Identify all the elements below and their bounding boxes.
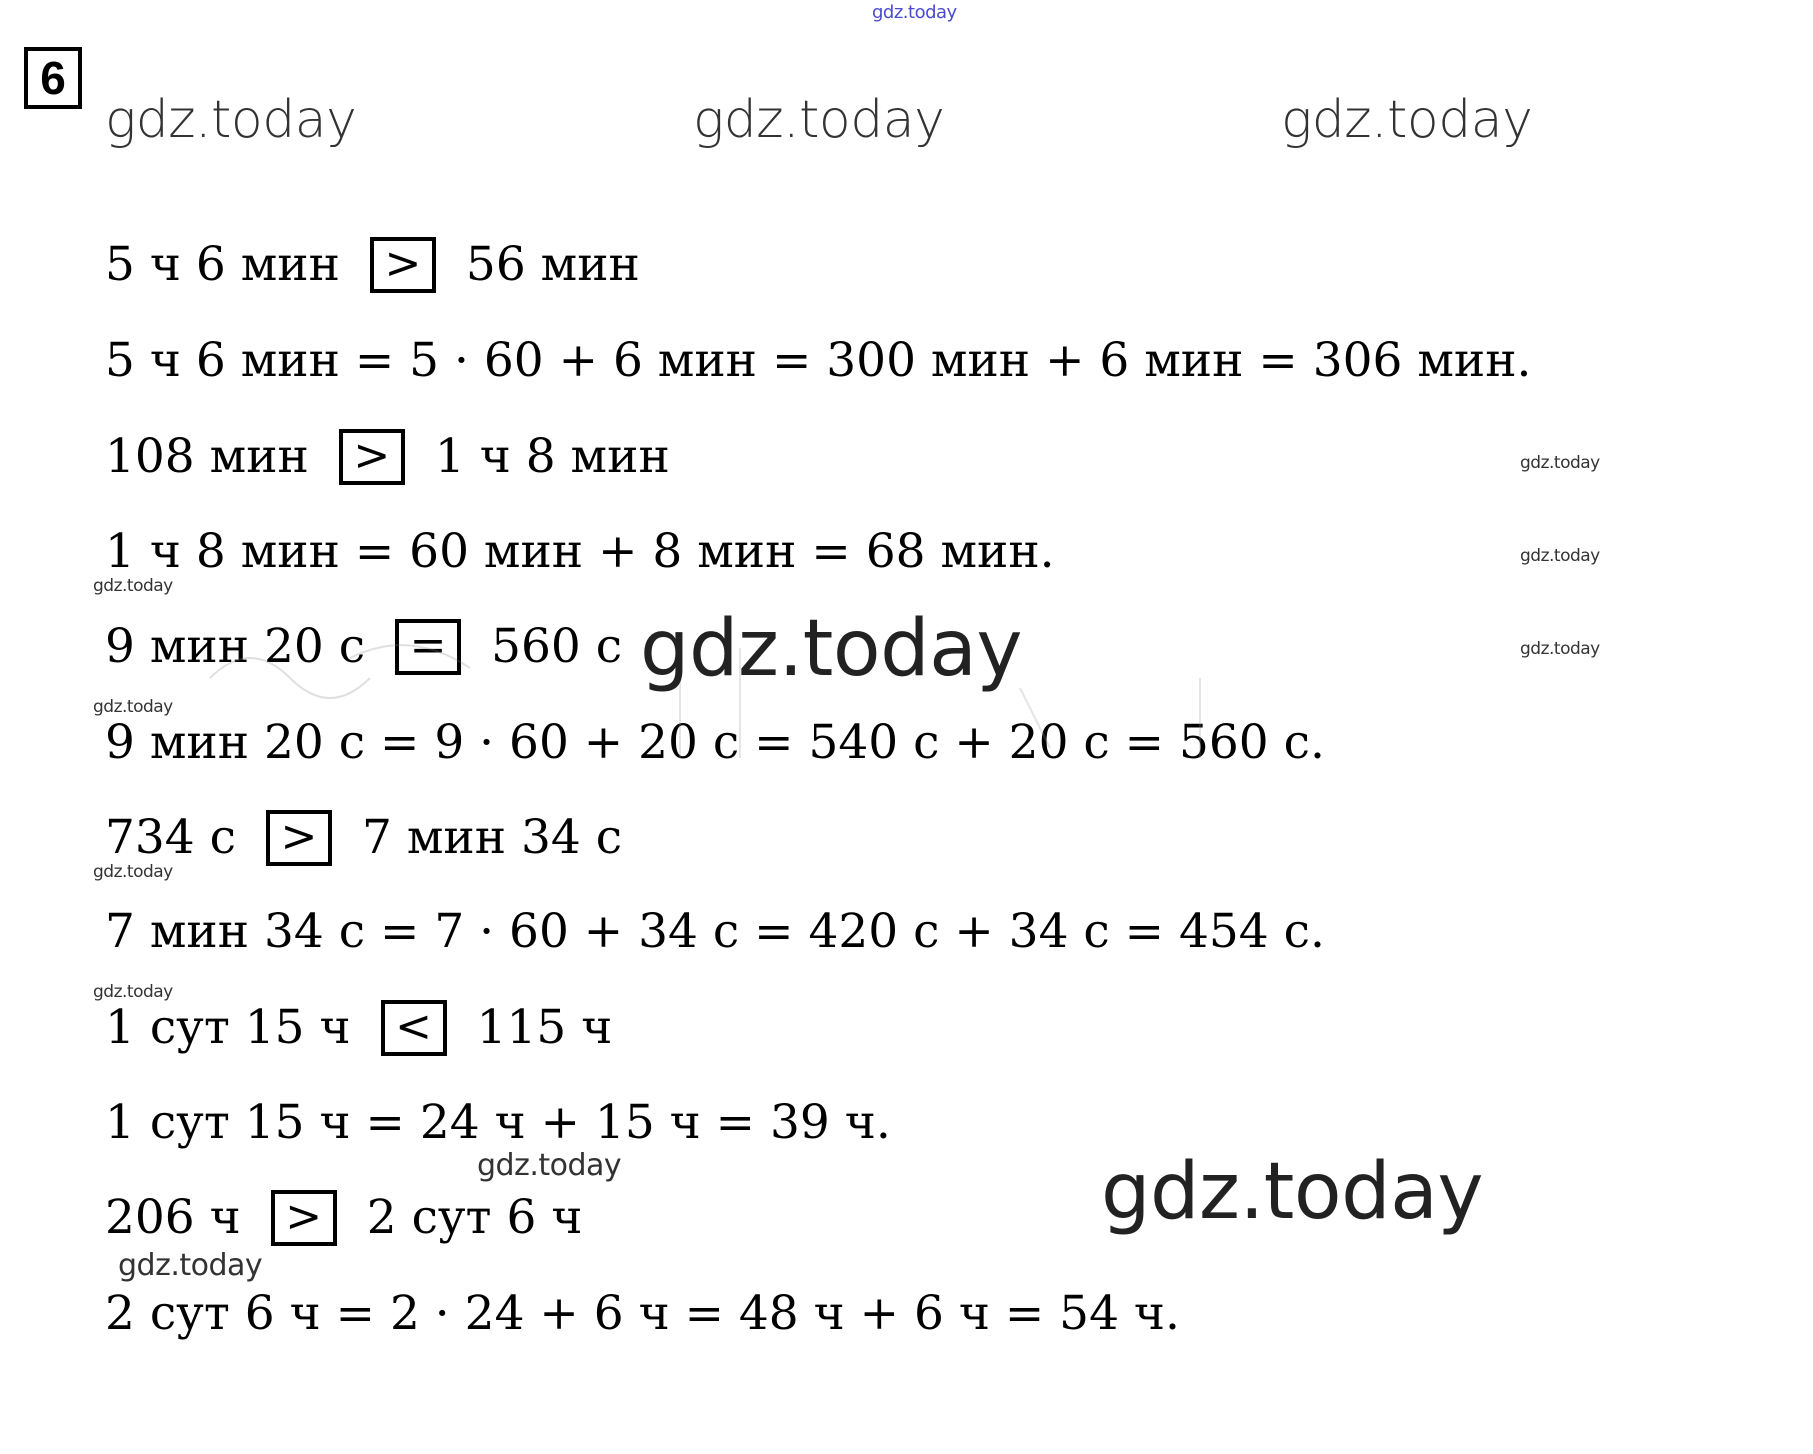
task-number: 6 bbox=[24, 47, 82, 109]
row-11-sign: > bbox=[271, 1190, 337, 1246]
row-5-left: 9 мин 20 с bbox=[105, 619, 366, 674]
comparison-row-4 bbox=[105, 808, 622, 868]
watermark-bottom-left: gdz.today bbox=[118, 1248, 263, 1283]
row-5-sign: = bbox=[395, 619, 461, 675]
watermark-right-2: gdz.today bbox=[1520, 546, 1600, 566]
watermark-header-3: gdz.today bbox=[1281, 90, 1533, 150]
watermark-left-4: gdz.today bbox=[93, 982, 173, 1002]
watermark-header-2: gdz.today bbox=[693, 90, 945, 150]
row-2-text: 5 ч 6 мин = 5 · 60 + 6 мин = 300 мин + 6 мин = 306 мин. bbox=[105, 333, 1532, 388]
watermark-left-1: gdz.today bbox=[93, 576, 173, 596]
row-1-right: 56 мин bbox=[465, 237, 640, 292]
row-9-right: 115 ч bbox=[476, 1000, 613, 1055]
row-11-right: 2 сут 6 ч bbox=[366, 1190, 583, 1245]
row-8-text: 7 мин 34 с = 7 · 60 + 34 с = 420 с + 34 с = 454 с. bbox=[105, 904, 1325, 959]
row-3-left: 108 мин bbox=[105, 429, 309, 484]
calculation-row-1 bbox=[105, 331, 1532, 391]
watermark-left-2: gdz.today bbox=[93, 697, 173, 717]
row-10-text: 1 сут 15 ч = 24 ч + 15 ч = 39 ч. bbox=[105, 1095, 891, 1150]
calculation-row-4 bbox=[105, 902, 1325, 962]
calculation-row-5 bbox=[105, 1093, 891, 1153]
row-5-right: 560 с bbox=[491, 619, 623, 674]
row-7-left: 734 с bbox=[105, 810, 236, 865]
row-7-right: 7 мин 34 с bbox=[361, 810, 623, 865]
watermark-mid: gdz.today bbox=[477, 1148, 622, 1183]
watermark-right-3: gdz.today bbox=[1520, 639, 1600, 659]
watermark-right-1: gdz.today bbox=[1520, 453, 1600, 473]
comparison-row-1 bbox=[105, 235, 640, 295]
row-3-right: 1 ч 8 мин bbox=[434, 429, 670, 484]
watermark-header-1: gdz.today bbox=[105, 90, 357, 150]
calculation-row-2 bbox=[105, 522, 1055, 582]
watermark-top: gdz.today bbox=[872, 2, 957, 23]
row-9-left: 1 сут 15 ч bbox=[105, 1000, 351, 1055]
row-6-text: 9 мин 20 с = 9 · 60 + 20 с = 540 с + 20 с = 560 с. bbox=[105, 715, 1325, 770]
row-7-sign: > bbox=[266, 810, 332, 866]
watermark-bottom-big: gdz.today bbox=[1101, 1147, 1484, 1237]
row-9-sign: < bbox=[381, 1000, 447, 1056]
watermark-left-3: gdz.today bbox=[93, 862, 173, 882]
comparison-row-6 bbox=[105, 1188, 582, 1248]
row-3-sign: > bbox=[339, 429, 405, 485]
calculation-row-6 bbox=[105, 1284, 1180, 1344]
comparison-row-5 bbox=[105, 998, 612, 1058]
row-1-left: 5 ч 6 мин bbox=[105, 237, 340, 292]
row-4-text: 1 ч 8 мин = 60 мин + 8 мин = 68 мин. bbox=[105, 524, 1055, 579]
comparison-row-2 bbox=[105, 427, 670, 487]
row-11-left: 206 ч bbox=[105, 1190, 241, 1245]
row-12-text: 2 сут 6 ч = 2 · 24 + 6 ч = 48 ч + 6 ч = 54 ч. bbox=[105, 1286, 1180, 1341]
row-1-sign: > bbox=[370, 237, 436, 293]
watermark-center-big: gdz.today bbox=[640, 604, 1023, 694]
